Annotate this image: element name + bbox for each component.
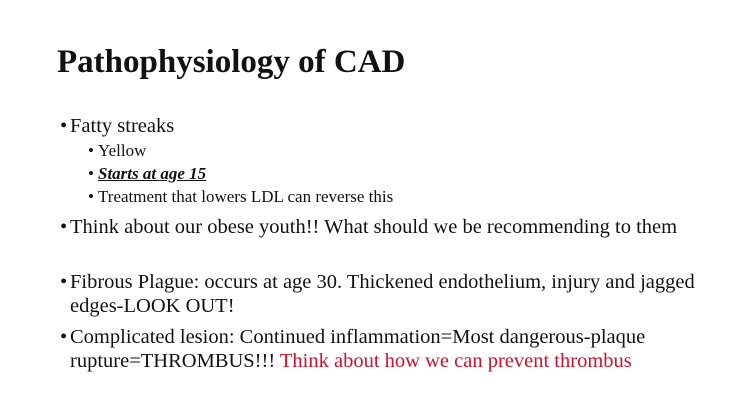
bullet-text: Fatty streaks <box>70 115 175 137</box>
sub-bullet-text: Treatment that lowers LDL can reverse this <box>98 187 394 206</box>
bullet-icon: • <box>60 271 68 293</box>
bullet-text: Fibrous Plague: occurs at age 30. Thickened endothelium, injury and jagged edges-LOOK OUT! <box>70 271 695 317</box>
bullet-icon: • <box>60 216 68 238</box>
bullet-icon: • <box>88 187 94 206</box>
slide-title: Pathophysiology of CAD <box>57 44 406 80</box>
highlight-text: Think about how we can prevent thrombus <box>279 350 632 372</box>
sub-bullet-yellow <box>88 140 146 162</box>
bullet-icon: • <box>60 115 68 137</box>
sub-bullet-starts-age <box>88 163 206 185</box>
bullet-obese-youth <box>60 215 700 239</box>
bullet-text: Think about our obese youth!! What should we be recommending to them <box>70 216 678 238</box>
bullet-complicated-lesion <box>60 325 700 373</box>
bullet-icon: • <box>88 164 94 183</box>
bullet-fatty-streaks <box>60 114 700 138</box>
sub-bullet-text: Yellow <box>98 141 147 160</box>
bullet-text: Complicated lesion: Continued inflammation=Most dangerous-plaque rupture=THROMBUS!!! <box>70 326 646 372</box>
sub-bullet-text-emphasis: Starts at age 15 <box>98 164 207 183</box>
bullet-icon: • <box>60 326 68 348</box>
bullet-icon: • <box>88 141 94 160</box>
bullet-fibrous-plague <box>60 270 700 318</box>
sub-bullet-ldl-treatment <box>88 186 393 208</box>
